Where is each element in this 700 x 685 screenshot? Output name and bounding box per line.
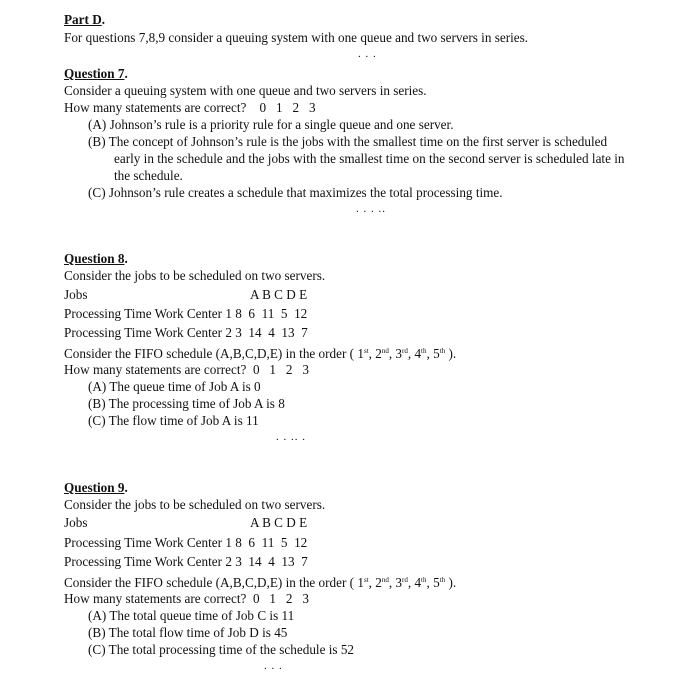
- q9-fifo-line: Consider the FIFO schedule (A,B,C,D,E) in the order ( 1st, 2nd, 3rd, 4th, 5th ).: [64, 575, 457, 590]
- question-8-title: Question 8.: [64, 251, 128, 266]
- q7-statement-b-line3: the schedule.: [114, 168, 183, 183]
- q8-statement-c: (C) The flow time of Job A is 11: [88, 413, 259, 428]
- q9-jobs-letters: A B C D E: [250, 515, 308, 530]
- q8-statement-a: (A) The queue time of Job A is 0: [88, 379, 261, 394]
- q8-wc1: Processing Time Work Center 1 8 6 11 5 12: [64, 306, 308, 321]
- q9-statement-b: (B) The total flow time of Job D is 45: [88, 625, 288, 640]
- q8-line-q: How many statements are correct? 0 1 2 3: [64, 362, 309, 377]
- q9-statement-c: (C) The total processing time of the schedule is 52: [88, 642, 355, 657]
- separator: . . .: [358, 48, 377, 60]
- q7-statement-a: (A) Johnson’s rule is a priority rule for a single queue and one server.: [88, 117, 454, 132]
- q7-line1: Consider a queuing system with one queue and two servers in series.: [64, 83, 427, 98]
- q8-statement-b: (B) The processing time of Job A is 8: [88, 396, 285, 411]
- q8-fifo-line: Consider the FIFO schedule (A,B,C,D,E) in the order ( 1st, 2nd, 3rd, 4th, 5th ).: [64, 346, 457, 361]
- q7-line2: How many statements are correct? 0 1 2 3: [64, 100, 316, 115]
- separator: . . . ..: [356, 203, 386, 215]
- q7-statement-b-line1: (B) The concept of Johnson’s rule is the jobs with the smallest time on the first server is scheduled: [88, 134, 608, 149]
- q9-wc2: Processing Time Work Center 2 3 14 4 13 7: [64, 554, 308, 569]
- question-7-title: Question 7.: [64, 66, 128, 81]
- q8-line1: Consider the jobs to be scheduled on two servers.: [64, 268, 326, 283]
- question-9-title: Question 9.: [64, 480, 128, 495]
- q9-line1: Consider the jobs to be scheduled on two servers.: [64, 497, 326, 512]
- q9-wc1: Processing Time Work Center 1 8 6 11 5 12: [64, 535, 308, 550]
- q9-jobs-label: Jobs: [64, 515, 88, 530]
- part-intro: For questions 7,8,9 consider a queuing system with one queue and two servers in series.: [64, 30, 529, 45]
- separator: . . .: [264, 660, 283, 672]
- part-title: Part D.: [64, 12, 106, 27]
- separator: . . .. .: [276, 431, 306, 443]
- q9-statement-a: (A) The total queue time of Job C is 11: [88, 608, 295, 623]
- q7-statement-b-line2: early in the schedule and the jobs with the smallest time on the second server is scheduled late in: [114, 151, 625, 166]
- q8-jobs-label: Jobs: [64, 287, 88, 302]
- q9-line-q: How many statements are correct? 0 1 2 3: [64, 591, 309, 606]
- q7-statement-c: (C) Johnson’s rule creates a schedule that maximizes the total processing time.: [88, 185, 503, 200]
- q8-jobs-letters: A B C D E: [250, 287, 308, 302]
- q8-wc2: Processing Time Work Center 2 3 14 4 13 7: [64, 325, 308, 340]
